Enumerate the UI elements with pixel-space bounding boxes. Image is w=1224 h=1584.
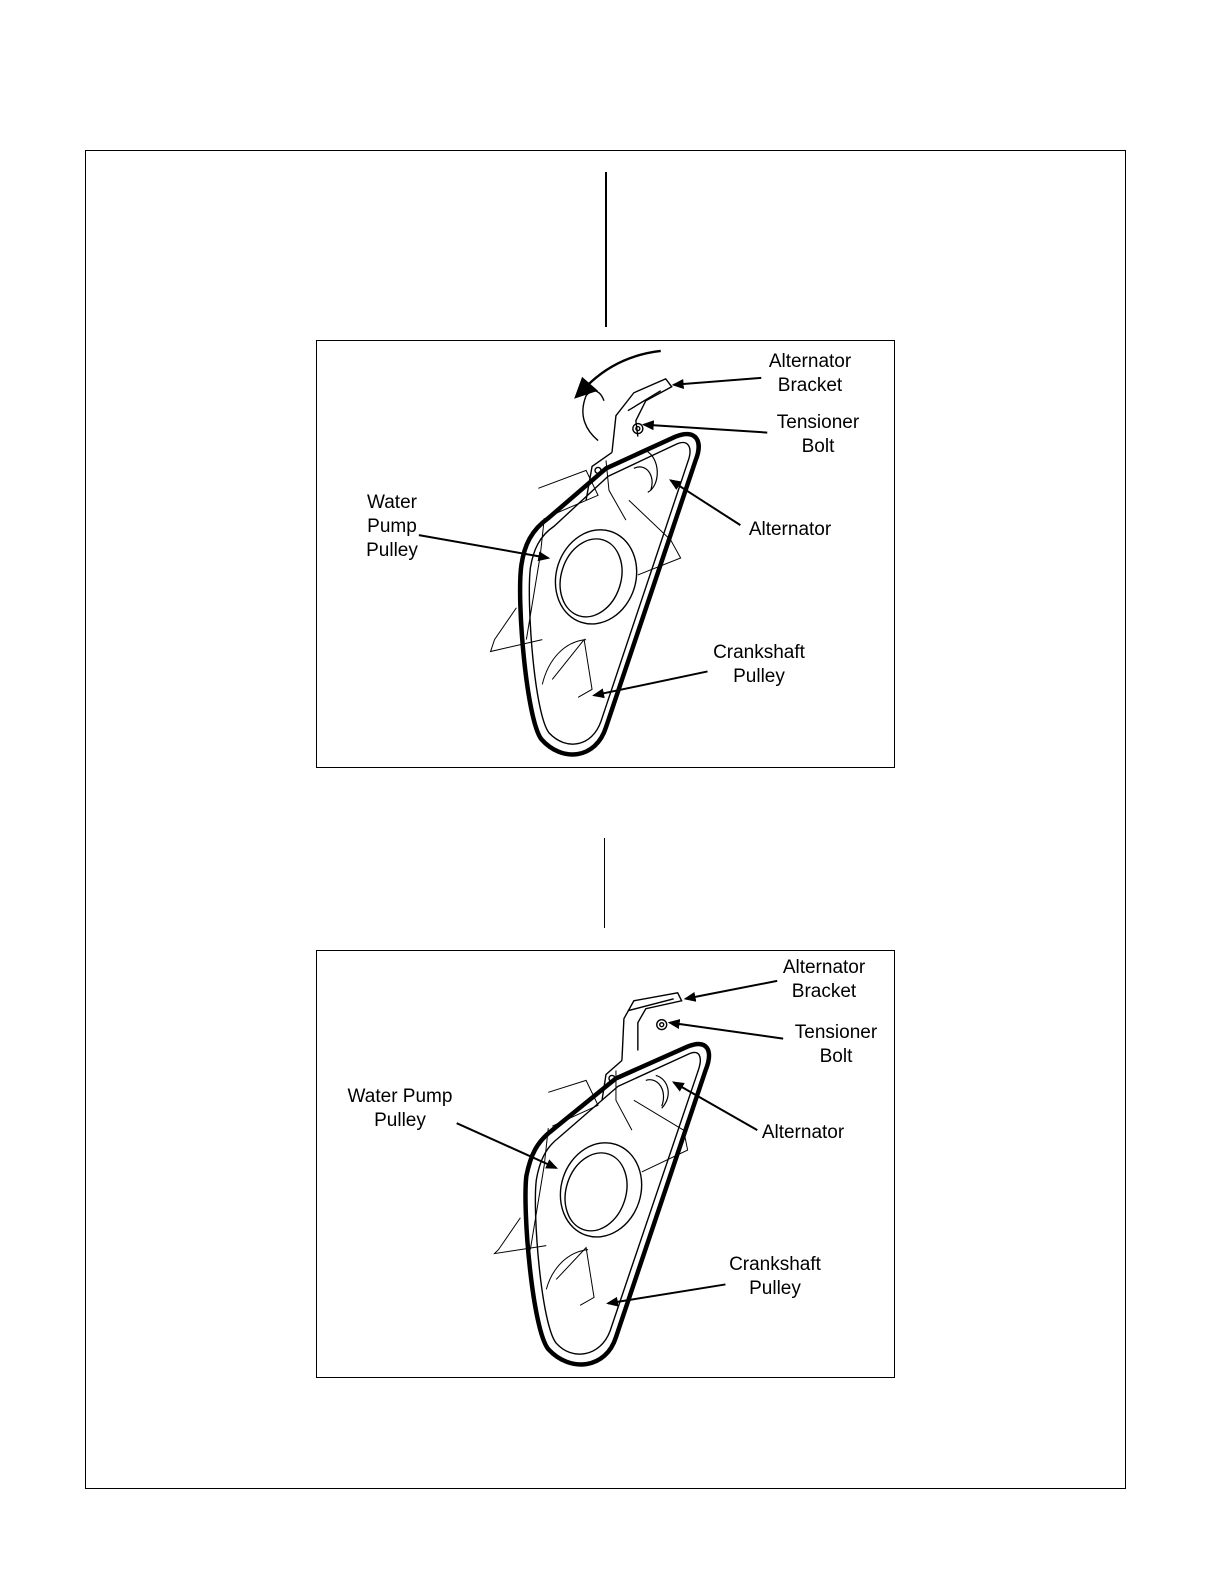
label-tensioner-bolt: Tensioner Bolt [776, 412, 860, 457]
label-alternator: Alternator [761, 1122, 845, 1143]
label-alternator: Alternator [748, 519, 832, 540]
label-alternator-bracket: Alternator Bracket [782, 957, 866, 1002]
label-crankshaft-pulley: Crankshaft Pulley [713, 642, 805, 687]
divider-line-middle [604, 838, 605, 928]
belt-drawing-2 [317, 951, 894, 1377]
belt-diagram-2 [316, 950, 895, 1378]
label-water-pump-pulley: Water Pump Pulley [347, 1086, 453, 1131]
label-tensioner-bolt: Tensioner Bolt [794, 1022, 878, 1067]
label-alternator-bracket: Alternator Bracket [768, 351, 852, 396]
label-crankshaft-pulley: Crankshaft Pulley [729, 1254, 821, 1299]
label-water-pump-pulley: Water Pump Pulley [366, 492, 418, 561]
divider-line-top [605, 172, 607, 327]
belt-diagram-1 [316, 340, 895, 768]
